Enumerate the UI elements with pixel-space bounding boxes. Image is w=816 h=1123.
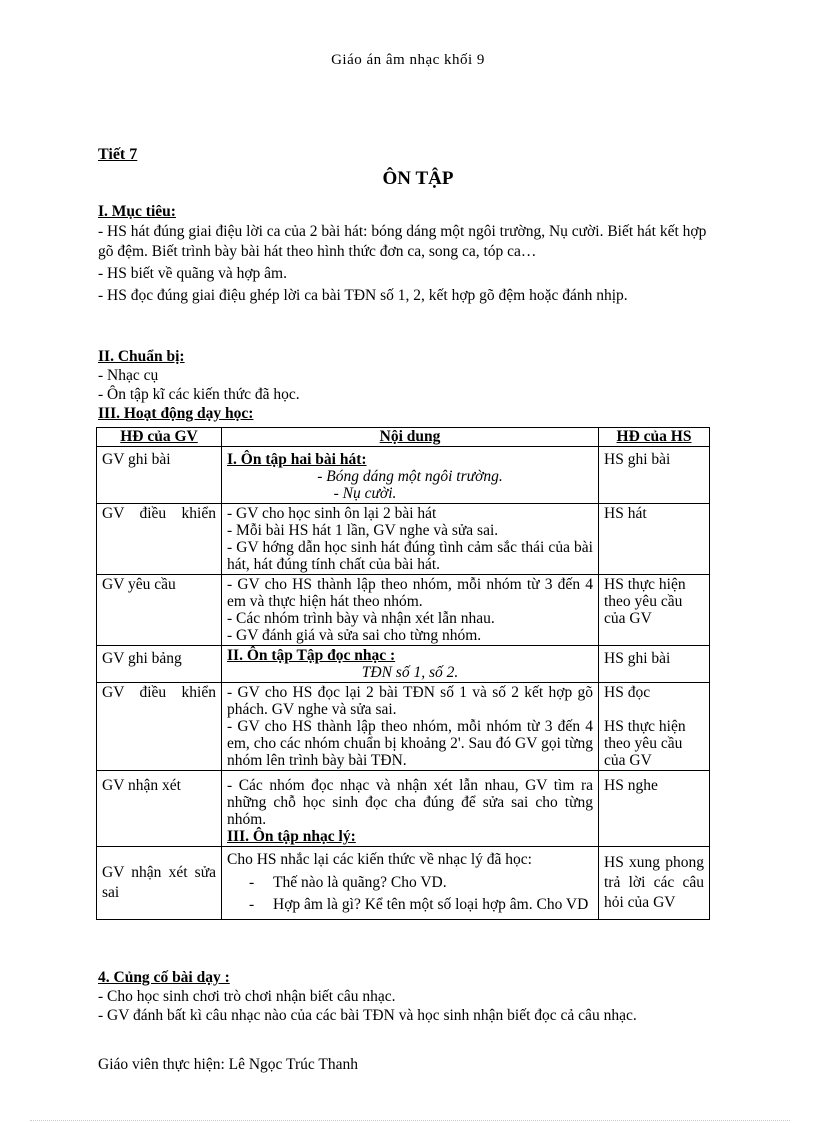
teacher-cell: GV điều khiển [97,683,222,771]
content-cell [222,575,599,646]
page-header: Giáo án âm nhạc khối 9 [331,52,485,68]
teacher-cell: GV yêu cầu [97,575,222,646]
student-cell: HS ghi bài [599,646,710,683]
section-heading: I. Ôn tập hai bài hát: [227,451,367,468]
objectives-heading: I. Mục tiêu: [98,203,176,220]
student-line: HS đọc [604,684,651,701]
consolidation-section [98,968,718,1025]
content-cell [222,847,599,920]
table-row [97,847,710,920]
content-line: - Mỗi bài HS hát 1 lần, GV nghe và sửa sai. [227,522,499,539]
content-line: Cho HS nhắc lại các kiến thức về nhạc lý đã học: [227,851,532,868]
content-line: - Các nhóm đọc nhạc và nhận xét lẫn nhau, GV tìm ra những chỗ học sinh đọc cha đúng để sửa sai cho từng nhóm. [227,777,593,828]
objective-item: - HS đọc đúng giai điệu ghép lời ca bài TĐN số 1, 2, kết hợp gõ đệm hoặc đánh nhịp. [98,287,628,304]
student-cell [599,683,710,771]
student-cell: HS hát [599,504,710,575]
col-teacher-header: HĐ của GV [97,428,222,447]
student-cell: HS thực hiện theo yêu cầu của GV [599,575,710,646]
content-cell [222,771,599,847]
objective-item: - HS hát đúng giai điệu lời ca của 2 bài hát: bóng dáng một ngôi trường, Nụ cười. Biết hát kết hợp gõ đệm. Biết trình bày bài hát theo hình thức đơn ca, song ca, tóp ca… [98,223,707,260]
teacher-cell: GV ghi bảng [97,646,222,683]
question-item: - Thế nào là quãng? Cho VD. [249,872,593,894]
student-cell: HS nghe [599,771,710,847]
table-row [97,575,710,646]
table-row [97,504,710,575]
table-row [97,771,710,847]
content-line: - GV cho học sinh ôn lại 2 bài hát [227,505,437,522]
page-divider [30,1120,790,1121]
col-content-header: Nội dung [222,428,599,447]
objective-item: - HS biết về quãng và hợp âm. [98,265,287,282]
content-line: - GV cho HS thành lập theo nhóm, mỗi nhóm từ 3 đến 4 em, cho các nhóm chuẩn bị khoảng 2'. Sau đó GV gọi từng nhóm lên trình bày bài TĐN. [227,718,593,769]
section-heading: III. Ôn tập nhạc lý: [227,828,356,845]
teacher-cell: GV nhận xét sửa sai [97,847,222,920]
content-line: - GV cho HS thành lập theo nhóm, mỗi nhóm từ 3 đến 4 em và thực hiện hát theo nhóm. [227,576,593,610]
col-student-header: HĐ của HS [599,428,710,447]
teacher-name: Giáo viên thực hiện: Lê Ngọc Trúc Thanh [98,1056,358,1073]
song-title: - Bóng dáng một ngôi trường. [317,468,503,485]
objectives-section [98,202,718,306]
content-cell [222,646,599,683]
consolidation-item: - GV đánh bất kì câu nhạc nào của các bài TĐN và học sinh nhận biết đọc cả câu nhạc. [98,1007,637,1024]
table-row [97,646,710,683]
lesson-title: ÔN TẬP [382,168,454,189]
preparation-item: - Nhạc cụ [98,367,159,384]
preparation-heading: II. Chuẩn bị: [98,348,185,365]
teacher-cell: GV điều khiển [97,504,222,575]
content-subtitle: TĐN số 1, số 2. [361,664,459,681]
consolidation-item: - Cho học sinh chơi trò chơi nhận biết câu nhạc. [98,988,396,1005]
consolidation-heading: 4. Củng cố bài dạy : [98,969,230,986]
table-header-row [97,428,710,447]
student-cell: HS xung phong trả lời các câu hỏi của GV [599,847,710,920]
lesson-number: Tiết 7 [98,146,138,163]
content-cell [222,504,599,575]
student-cell: HS ghi bài [599,447,710,504]
teacher-cell: GV nhận xét [97,771,222,847]
student-line: HS thực hiện theo yêu cầu của GV [604,718,686,769]
content-line: - GV hớng dẫn học sinh hát đúng tình cảm sắc thái của bài hát, hát đúng tính chất của bài hát. [227,539,593,573]
section-heading: II. Ôn tập Tập đọc nhạc : [227,647,396,664]
content-line: - GV cho HS đọc lại 2 bài TĐN số 1 và số 2 kết hợp gõ phách. GV nghe và sửa sai. [227,684,593,718]
content-line: - GV đánh giá và sửa sai cho từng nhóm. [227,627,482,644]
preparation-item: - Ôn tập kĩ các kiến thức đã học. [98,386,300,403]
table-row [97,447,710,504]
teacher-cell: GV ghi bài [97,447,222,504]
content-cell [222,683,599,771]
content-line: - Các nhóm trình bày và nhận xét lẫn nhau. [227,610,495,627]
activities-table [96,427,710,920]
content-cell [222,447,599,504]
activities-heading: III. Hoạt động dạy học: [98,405,254,422]
song-title: - Nụ cười. [333,485,397,502]
table-row [97,683,710,771]
question-item: - Hợp âm là gì? Kể tên một số loại hợp âm. Cho VD [249,894,593,916]
preparation-section [98,347,718,423]
